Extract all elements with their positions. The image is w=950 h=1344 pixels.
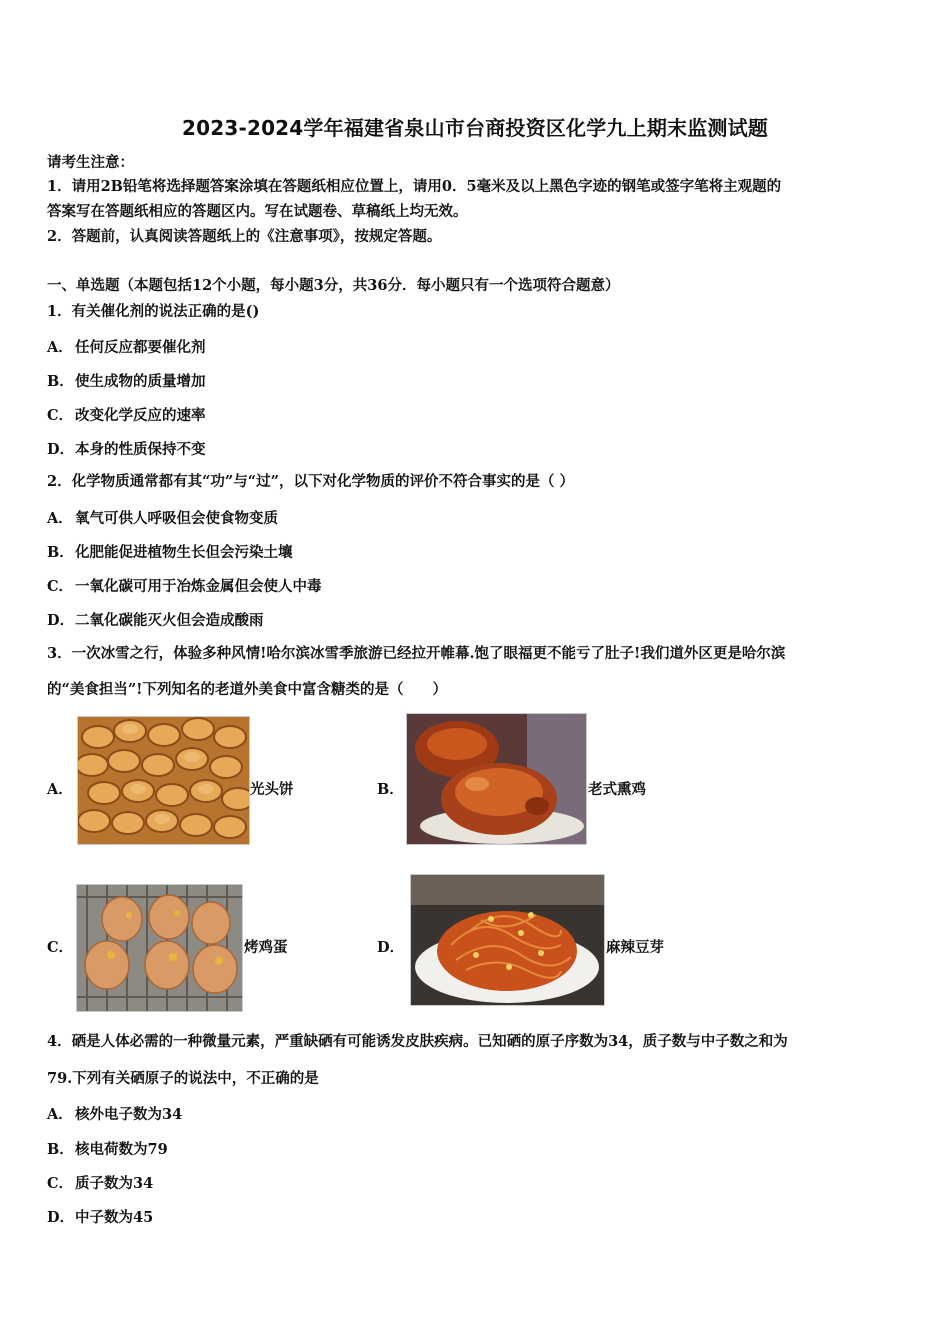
q3-option-c-caption: 烤鸡蛋 — [244, 939, 288, 956]
q4-option-c: C． 质子数为34 — [47, 1175, 154, 1192]
q3-option-d-key: D． — [377, 939, 405, 956]
q2-option-c: C． 一氧化碳可用于冶炼金属但会使人中毒 — [47, 578, 322, 595]
q4-option-a: A． 核外电子数为34 — [47, 1106, 183, 1123]
q2-stem: 2．化学物质通常都有其“功”与“过”，以下对化学物质的评价不符合事实的是（ ） — [47, 473, 574, 490]
page-title: 2023-2024学年福建省泉山市台商投资区化学九上期末监测试题 — [181, 116, 769, 140]
q3-option-b-caption: 老式熏鸡 — [588, 781, 646, 798]
q3-option-d-image — [410, 874, 605, 1006]
q2-option-b: B．化肥能促进植物生长但会污染土壤 — [47, 544, 293, 561]
q3-option-a-key: A． — [47, 781, 73, 798]
q1-option-b: B．使生成物的质量增加 — [47, 373, 206, 390]
q4-stem-line-2: 79.下列有关硒原子的说法中，不正确的是 — [47, 1070, 319, 1087]
q1-option-d: D．本身的性质保持不变 — [47, 441, 206, 458]
notice-heading: 请考生注意： — [47, 154, 134, 171]
notice-item-2: 2．答题前，认真阅读答题纸上的《注意事项》，按规定答题。 — [47, 228, 442, 245]
q3-stem-line-1: 3．一次冰雪之行，体验多种风情!哈尔滨冰雪季旅游已经拉开帷幕.饱了眼福更不能亏了肚子!我们道外区更是哈尔滨 — [47, 645, 786, 662]
notice-item-1-line-2: 答案写在答题纸相应的答题区内。写在试题卷、草稿纸上均无效。 — [47, 203, 468, 220]
q4-option-d: D．中子数为45 — [47, 1209, 154, 1226]
q3-option-a-caption: 光头饼 — [250, 781, 294, 798]
q3-option-b-image — [406, 713, 587, 845]
q1-stem: 1．有关催化剂的说法正确的是() — [47, 303, 260, 320]
q4-stem-line-1: 4．硒是人体必需的一种微量元素，严重缺硒有可能诱发皮肤疾病。已知硒的原子序数为34，质子数与中子数之和为 — [47, 1033, 788, 1050]
q3-stem-line-2: 的“美食担当”!下列知名的老道外美食中富含糖类的是（ ） — [47, 681, 448, 698]
q3-option-c-image — [76, 884, 243, 1012]
section-heading: 一、单选题（本题包括12个小题，每小题3分，共36分．每小题只有一个选项符合题意） — [47, 277, 620, 294]
q4-option-b: B．核电荷数为79 — [47, 1141, 168, 1158]
q3-option-d-caption: 麻辣豆芽 — [606, 939, 664, 956]
q3-option-a-image — [77, 716, 250, 845]
q2-option-d: D．二氧化碳能灭火但会造成酸雨 — [47, 612, 264, 629]
q2-option-a: A． 氧气可供人呼吸但会使食物变质 — [47, 510, 278, 527]
notice-item-1-line-1: 1．请用2B铅笔将选择题答案涂填在答题纸相应位置上，请用0．5毫米及以上黑色字迹的钢笔或签字笔将主观题的 — [47, 178, 782, 195]
q3-option-c-key: C． — [47, 939, 74, 956]
q1-option-c: C． 改变化学反应的速率 — [47, 407, 206, 424]
q1-option-a: A． 任何反应都要催化剂 — [47, 339, 206, 356]
q3-option-b-key: B． — [377, 781, 404, 798]
